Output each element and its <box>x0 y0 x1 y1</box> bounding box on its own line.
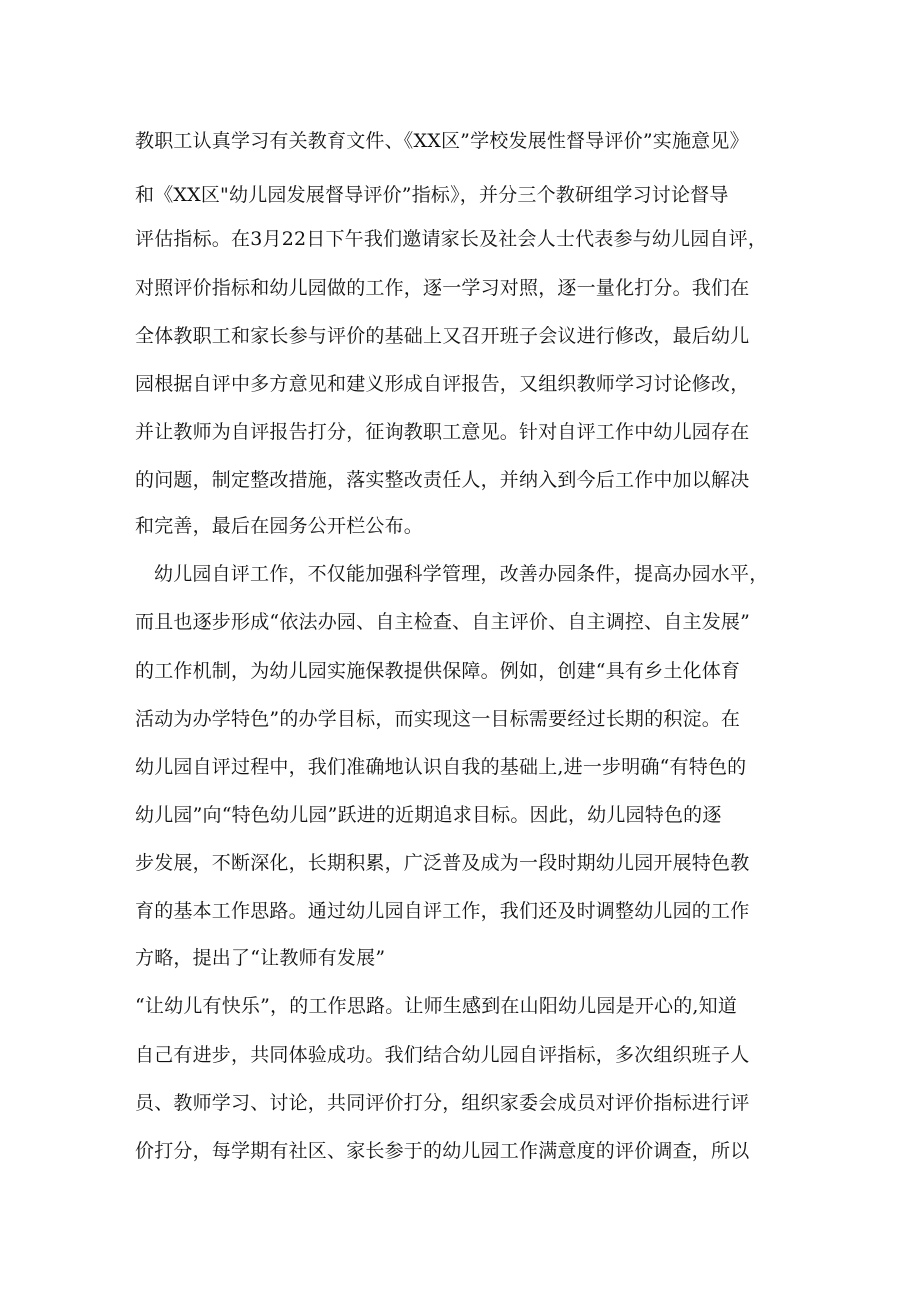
text-line: “让幼儿有快乐”，的工作思路。让师生感到在山阳幼儿园是开心的,知道 <box>135 995 738 1017</box>
text-line: 而且也逐步形成“依法办园、自主检查、自主评价、自主调控、自主发展” <box>135 611 751 633</box>
text-line: 全体教职工和家长参与评价的基础上又召开班子会议进行修改，最后幼儿 <box>135 325 750 347</box>
text-line: 育的基本工作思路。通过幼儿园自评工作，我们还及时调整幼儿园的工作 <box>135 900 750 922</box>
text-line: 和完善，最后在园务公开栏公布。 <box>135 515 424 537</box>
text-line: 步发展，不断深化，长期积累，广泛普及成为一段时期幼儿园开展特色教 <box>135 852 750 874</box>
text-line: 幼儿园”向“特色幼儿园”跃进的近期追求目标。因此，幼儿园特色的逐 <box>135 804 722 826</box>
text-line: 并让教师为自评报告打分，征询教职工意见。针对自评工作中幼儿园存在 <box>135 421 750 443</box>
text-line: 价打分，每学期有社区、家长参于的幼儿园工作满意度的评价调查，所以 <box>135 1140 750 1162</box>
text-line: 和《XX区"幼儿园发展督导评价”指标》，并分三个教研组学习讨论督导 <box>135 184 729 206</box>
text-line: 对照评价指标和幼儿园做的工作，逐一学习对照，逐一量化打分。我们在 <box>135 277 750 299</box>
text-line: 教职工认真学习有关教育文件、《XX区”学校发展性督导评价”实施意见》 <box>135 130 749 152</box>
text-line: 方略，提出了“让教师有发展” <box>135 947 386 969</box>
text-line: 幼儿园自评过程中，我们准确地认识自我的基础上,进一步明确“有特色的 <box>135 756 747 778</box>
text-line: 的问题，制定整改措施，落实整改责任人，并纳入到今后工作中加以解决 <box>135 469 750 491</box>
text-line: 活动为办学特色”的办学目标，而实现这一目标需要经过长期的积淀。在 <box>135 708 741 730</box>
text-line: 评估指标。在3月22日下午我们邀请家长及社会人士代表参与幼儿园自评， <box>135 228 768 250</box>
text-line: 园根据自评中多方意见和建义形成自评报告，又组织教师学习讨论修改， <box>135 373 750 395</box>
paragraph-start-line: 幼儿园自评工作，不仅能加强科学管理，改善办园条件，提高办园水平， <box>154 563 769 585</box>
text-line: 自己有进步，共同体验成功。我们结合幼儿园自评指标，多次组织班子人 <box>135 1044 750 1066</box>
text-line: 的工作机制，为幼儿园实施保教提供保障。例如，创建“具有乡土化体育 <box>135 660 741 682</box>
text-line: 员、教师学习、讨论，共同评价打分，组织家委会成员对评价指标进行评 <box>135 1092 750 1114</box>
